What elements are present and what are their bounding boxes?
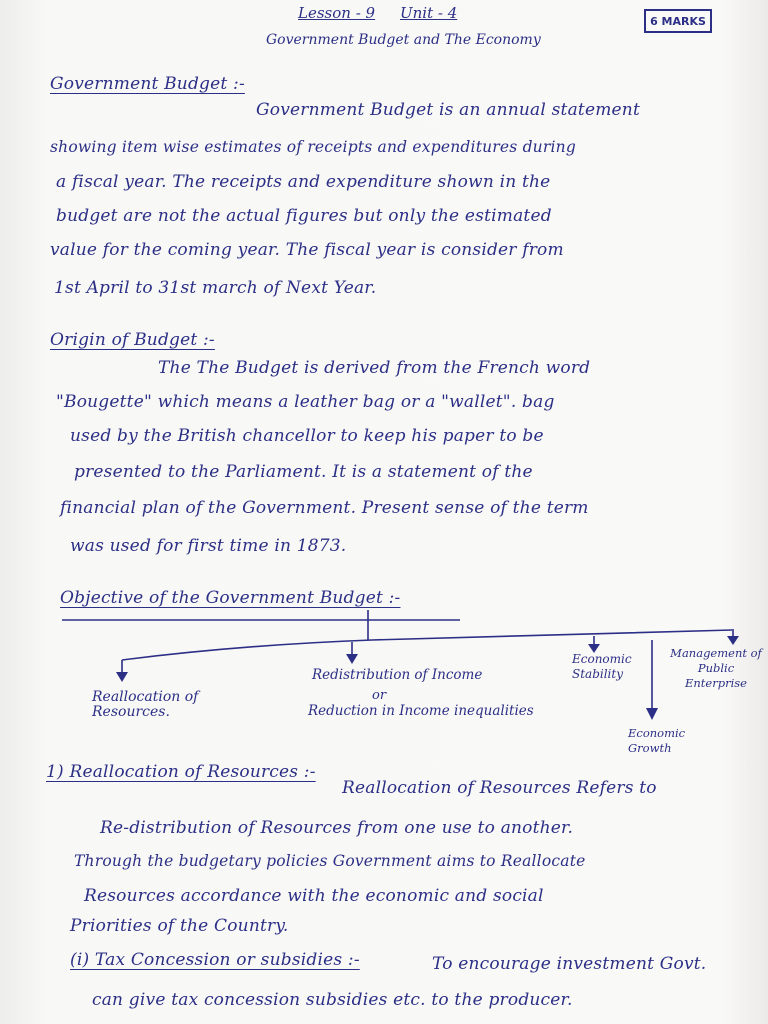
section-heading-objective: Objective of the Government Budget :-: [60, 588, 401, 608]
unit-label: Unit - 4: [400, 4, 458, 22]
text-line: financial plan of the Government. Present sense of the term: [60, 498, 589, 518]
arrow-head: [116, 672, 128, 682]
arrow-head: [346, 654, 358, 664]
node-economic-stability: Economic Stability: [572, 652, 632, 681]
arrow-head: [727, 636, 739, 645]
page-subtitle: Government Budget and The Economy: [266, 32, 541, 48]
text-line: Priorities of the Country.: [70, 916, 289, 936]
text-line: Resources accordance with the economic and social: [84, 886, 544, 906]
text-line: value for the coming year. The fiscal year is consider from: [50, 240, 564, 260]
node-economic-growth: Economic Growth: [628, 726, 686, 755]
text-line: used by the British chancellor to keep his paper to be: [70, 426, 544, 446]
text-line: "Bougette" which means a leather bag or a "wallet". bag: [56, 392, 555, 412]
section-heading-gov-budget: Government Budget :-: [50, 74, 245, 94]
text-line: Government Budget is an annual statement: [256, 100, 640, 120]
lesson-label: Lesson - 9: [298, 4, 376, 22]
text-line: a fiscal year. The receipts and expenditure shown in the: [56, 172, 551, 192]
section-heading-reallocation: 1) Reallocation of Resources :-: [46, 762, 316, 782]
node-redistribution-2: Reduction in Income inequalities: [308, 703, 534, 719]
arrow-head: [646, 708, 658, 720]
marks-badge: 6 MARKS: [644, 9, 712, 33]
text-line: To encourage investment Govt.: [432, 954, 707, 974]
text-line: Through the budgetary policies Government aims to Reallocate: [74, 852, 586, 870]
node-management: Management of Public Enterprise: [670, 646, 762, 690]
text-line: showing item wise estimates of receipts and expenditures during: [50, 138, 576, 156]
text-line: presented to the Parliament. It is a statement of the: [74, 462, 533, 482]
node-redistribution-or: or: [372, 688, 387, 703]
text-line: Re-distribution of Resources from one use to another.: [100, 818, 574, 838]
node-reallocation: Reallocation of Resources.: [92, 689, 199, 720]
section-heading-origin: Origin of Budget :-: [50, 330, 215, 350]
text-line: 1st April to 31st march of Next Year.: [54, 278, 377, 298]
text-line: was used for first time in 1873.: [70, 536, 347, 556]
text-line: The The Budget is derived from the French word: [158, 358, 591, 378]
section-heading-tax: (i) Tax Concession or subsidies :-: [70, 950, 360, 970]
text-line: can give tax concession subsidies etc. to the producer.: [92, 990, 573, 1010]
node-redistribution-1: Redistribution of Income: [312, 667, 483, 683]
text-line: budget are not the actual figures but only the estimated: [56, 206, 552, 226]
text-line: Reallocation of Resources Refers to: [342, 778, 657, 798]
